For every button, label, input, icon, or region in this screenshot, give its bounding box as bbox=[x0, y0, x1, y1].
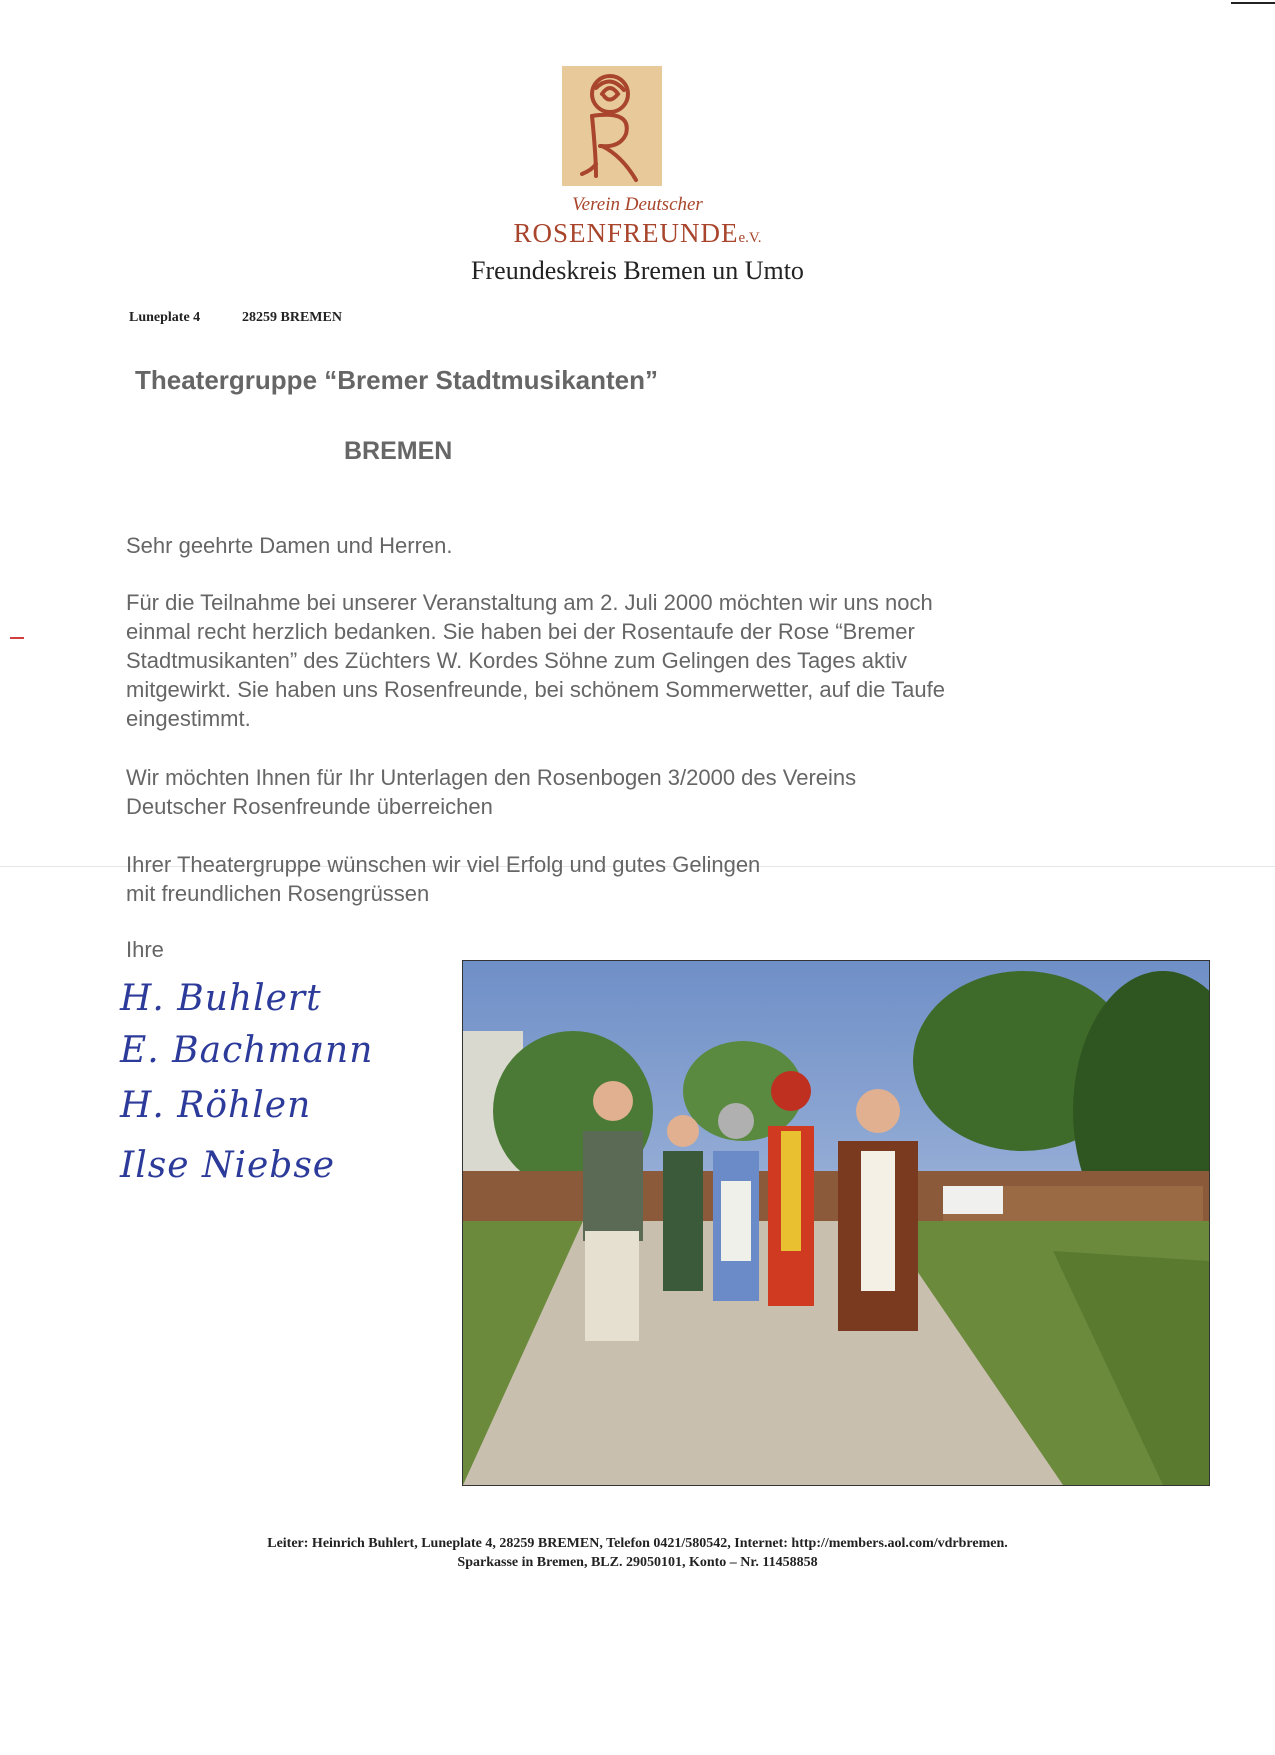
org-name bbox=[0, 218, 1275, 249]
paragraph-1-line: eingestimmt. bbox=[126, 706, 251, 731]
paragraph-2 bbox=[126, 763, 1076, 821]
org-suffix: e.V. bbox=[738, 230, 762, 246]
paragraph-1 bbox=[126, 588, 1076, 733]
recipient-name: Theatergruppe “Bremer Stadtmusikanten” bbox=[135, 365, 659, 395]
closing: Ihre bbox=[126, 937, 164, 962]
address-city: 28259 BREMEN bbox=[242, 310, 342, 325]
address-street: Luneplate 4 bbox=[129, 310, 201, 325]
signature: H. Buhlert bbox=[120, 978, 322, 1019]
signature: Ilse Niebse bbox=[120, 1145, 336, 1186]
paragraph-2-line: Wir möchten Ihnen für Ihr Unterlagen den Rosenbogen 3/2000 des Vereins bbox=[126, 765, 857, 790]
photo-image bbox=[463, 961, 1209, 1485]
paragraph-1-line: Stadtmusikanten” des Züchters W. Kordes Söhne zum Gelingen des Tages aktiv bbox=[126, 648, 907, 673]
group-photo bbox=[462, 960, 1210, 1486]
paragraph-2-line: Deutscher Rosenfreunde überreichen bbox=[126, 794, 493, 819]
org-subtitle: Freundeskreis Bremen un Umto bbox=[471, 256, 804, 285]
paragraph-1-line: Für die Teilnahme bei unserer Veranstaltung am 2. Juli 2000 möchten wir uns noch bbox=[126, 590, 933, 615]
corner-mark bbox=[1231, 2, 1275, 4]
margin-mark bbox=[10, 637, 24, 639]
paragraph-1-line: mitgewirkt. Sie haben uns Rosenfreunde, bei schönem Sommerwetter, auf die Taufe bbox=[126, 677, 945, 702]
salutation: Sehr geehrte Damen und Herren. bbox=[126, 533, 453, 558]
signature: E. Bachmann bbox=[120, 1030, 374, 1071]
paragraph-1-line: einmal recht herzlich bedanken. Sie haben bei der Rosentaufe der Rose “Bremer bbox=[126, 619, 915, 644]
org-name-text: ROSENFREUNDE bbox=[513, 218, 739, 248]
rose-logo bbox=[562, 66, 662, 186]
signature: H. Röhlen bbox=[120, 1085, 312, 1126]
paragraph-3 bbox=[126, 850, 1076, 908]
paragraph-3-line: mit freundlichen Rosengrüssen bbox=[126, 881, 430, 906]
rose-logo-icon bbox=[562, 66, 662, 186]
org-line-1: Verein Deutscher bbox=[572, 194, 703, 215]
recipient-city: BREMEN bbox=[344, 437, 453, 465]
footer-line-1: Leiter: Heinrich Buhlert, Luneplate 4, 28259 BREMEN, Telefon 0421/580542, Internet: http://members.aol.com/vdrbremen. bbox=[267, 1536, 1008, 1551]
paragraph-3-line: Ihrer Theatergruppe wünschen wir viel Erfolg und gutes Gelingen bbox=[126, 852, 761, 877]
footer-line-2: Sparkasse in Bremen, BLZ. 29050101, Konto – Nr. 11458858 bbox=[457, 1555, 818, 1570]
